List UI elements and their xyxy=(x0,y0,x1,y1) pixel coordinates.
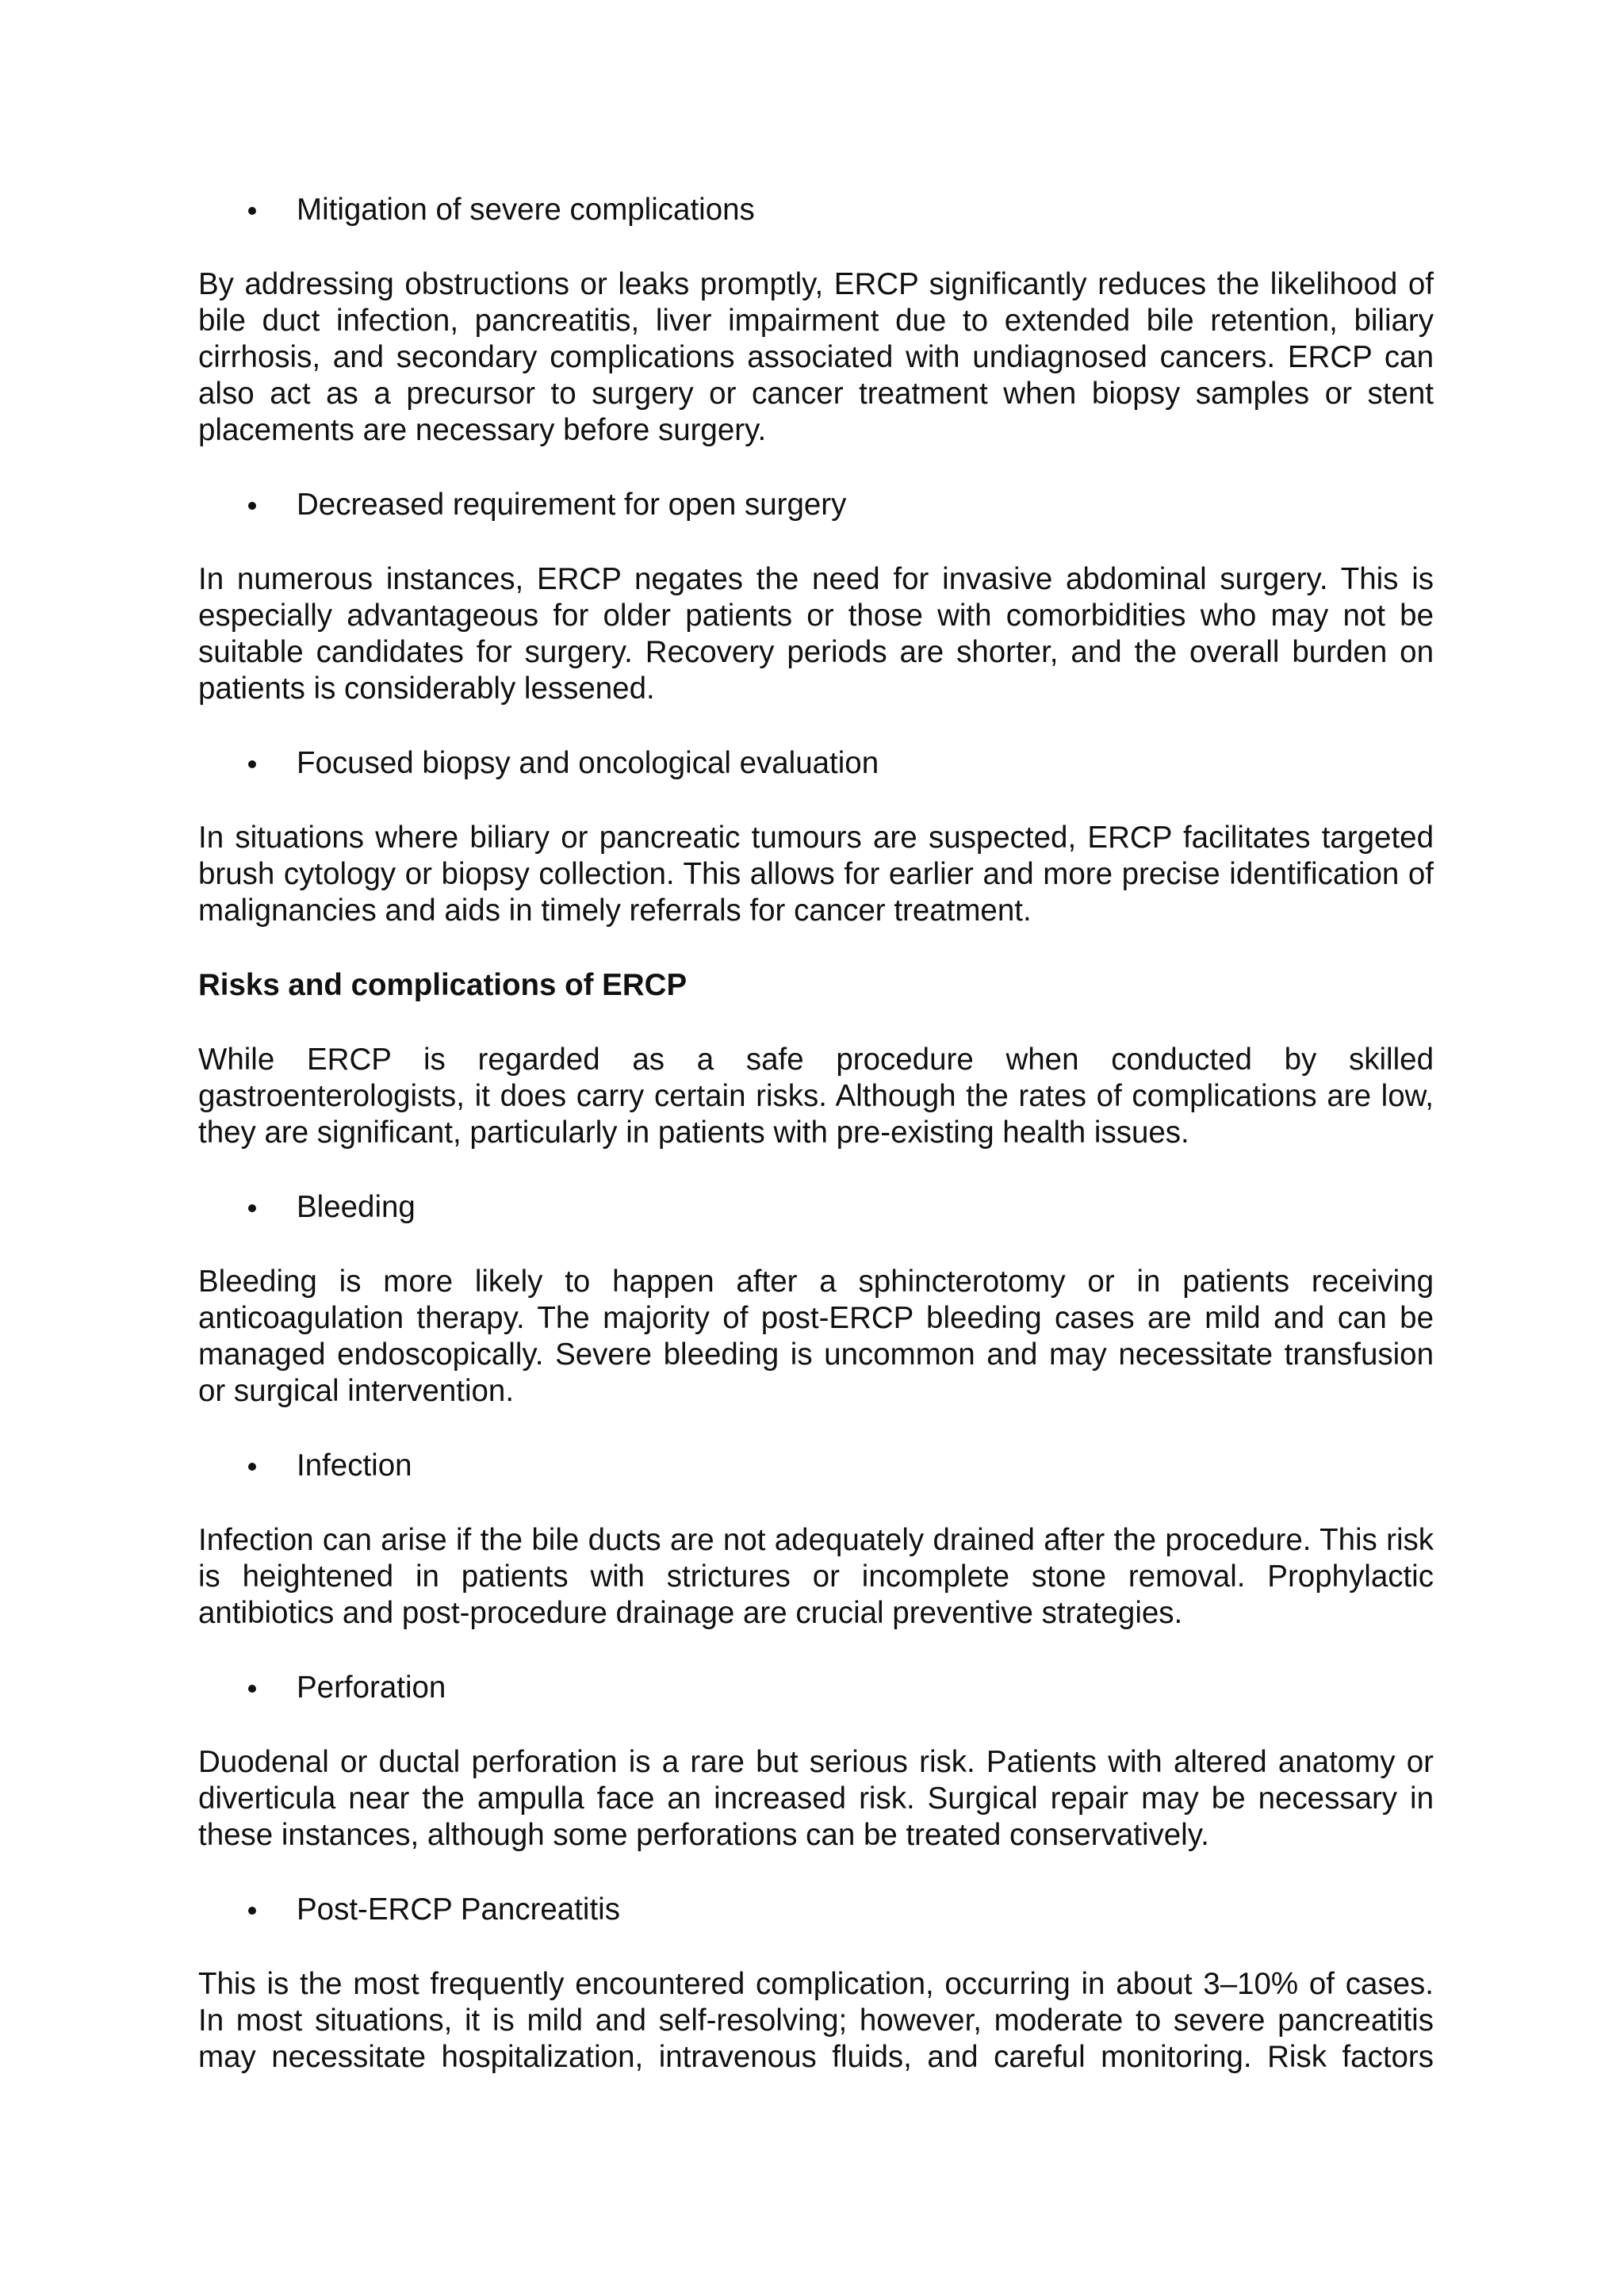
paragraph-perforation: Duodenal or ductal perforation is a rare but serious risk. Patients with altered anatomy or diverticula near the ampulla face an increased risk. Surgical repair may be necessary in these instances, although some perforations can be treated conservatively. xyxy=(198,1745,1434,1852)
bullet-pancreatitis xyxy=(198,1892,1434,1928)
document-page xyxy=(198,192,1434,2076)
bullet-biopsy xyxy=(198,745,1434,782)
paragraph-biopsy: In situations where biliary or pancreatic tumours are suspected, ERCP facilitates targeted brush cytology or biopsy collection. This allows for earlier and more precise identification of malignancies and aids in timely referrals for cancer treatment. xyxy=(198,821,1434,928)
bullet-dot-icon xyxy=(248,1204,256,1212)
section-heading-risks: Risks and complications of ERCP xyxy=(198,968,688,1002)
bullet-mitigation xyxy=(198,192,1434,228)
bullet-text: Perforation xyxy=(297,1670,446,1705)
bullet-text: Bleeding xyxy=(297,1190,416,1224)
paragraph-risks-intro: While ERCP is regarded as a safe procedure when conducted by skilled gastroenterologists, it does carry certain risks. Although the rates of complications are low, they are significant, particularly in patients with pre-existing health issues. xyxy=(198,1043,1434,1150)
bullet-bleeding xyxy=(198,1189,1434,1226)
paragraph-bleeding: Bleeding is more likely to happen after a sphincterotomy or in patients receiving anticoagulation therapy. The majority of post-ERCP bleeding cases are mild and can be managed endoscopically. Severe bleeding is uncommon and may necessitate transfusion or surgical intervention. xyxy=(198,1265,1434,1408)
bullet-dot-icon xyxy=(248,760,256,768)
bullet-open-surgery xyxy=(198,487,1434,523)
bullet-dot-icon xyxy=(248,1907,256,1915)
bullet-perforation xyxy=(198,1670,1434,1706)
bullet-text: Mitigation of severe complications xyxy=(297,193,755,227)
bullet-text: Focused biopsy and oncological evaluation xyxy=(297,746,879,780)
bullet-infection xyxy=(198,1448,1434,1484)
paragraph-pancreatitis: This is the most frequently encountered complication, occurring in about 3–10% of cases. In most situations, it is mild and self-resolving; however, moderate to severe pancreatitis may necessitate hospitalization, intravenous fluids, and careful monitoring. Risk factors xyxy=(198,1967,1434,2074)
bullet-text: Post-ERCP Pancreatitis xyxy=(297,1892,620,1927)
bullet-dot-icon xyxy=(248,207,256,215)
paragraph-open-surgery: In numerous instances, ERCP negates the need for invasive abdominal surgery. This is especially advantageous for older patients or those with comorbidities who may not be suitable candidates for surgery. Recovery periods are shorter, and the overall burden on patients is considerably lessened. xyxy=(198,562,1434,706)
bullet-dot-icon xyxy=(248,502,256,510)
paragraph-infection: Infection can arise if the bile ducts are not adequately drained after the procedure. This risk is heightened in patients with strictures or incomplete stone removal. Prophylactic antibiotics and post-procedure drainage are crucial preventive strategies. xyxy=(198,1523,1434,1630)
bullet-dot-icon xyxy=(248,1463,256,1471)
bullet-text: Decreased requirement for open surgery xyxy=(297,488,847,522)
bullet-text: Infection xyxy=(297,1448,412,1483)
paragraph-mitigation: By addressing obstructions or leaks promptly, ERCP significantly reduces the likelihood of bile duct infection, pancreatitis, liver impairment due to extended bile retention, biliary cirrhosis, and secondary complications associated with undiagnosed cancers. ERCP can also act as a precursor to surgery or cancer treatment when biopsy samples or stent placements are necessary before surgery. xyxy=(198,267,1434,447)
bullet-dot-icon xyxy=(248,1685,256,1693)
